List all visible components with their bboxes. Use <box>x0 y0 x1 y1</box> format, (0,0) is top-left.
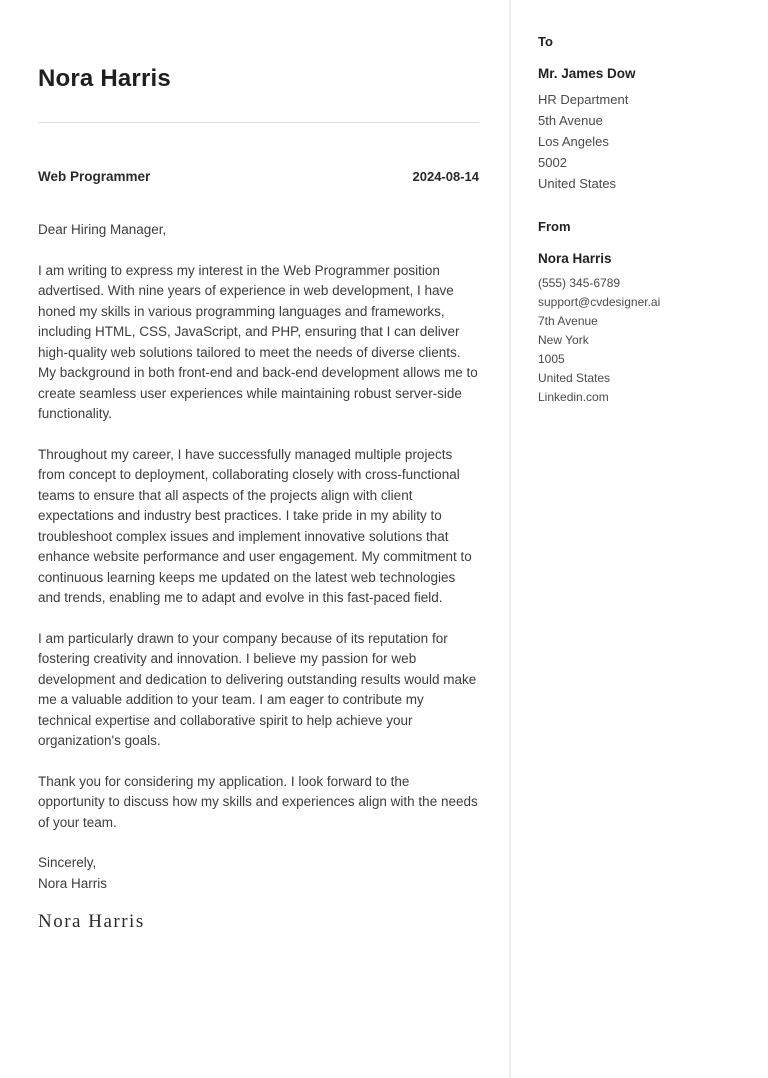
recipient-heading: To <box>538 34 553 49</box>
recipient-name: Mr. James Dow <box>538 66 636 81</box>
recipient-postal-code: 5002 <box>538 155 567 170</box>
closing-name: Nora Harris <box>38 875 108 891</box>
page-title: Nora Harris <box>38 65 171 92</box>
closing-block <box>38 853 479 894</box>
sender-heading: From <box>538 219 571 234</box>
sender-section <box>538 219 748 407</box>
recipient-country: United States <box>538 176 617 191</box>
job-title: Web Programmer <box>38 169 151 184</box>
recipient-street: 5th Avenue <box>538 113 603 128</box>
letter-paragraph: I am particularly drawn to your company because of its reputation for fostering creativity and innovation. I believe my passion for web development and dedication to delivering outstanding results would make me a valuable addition to your team. I am eager to contribute my technical expertise and collaborative spirit to help achieve your organization's goals. <box>38 630 477 748</box>
sender-country: United States <box>538 371 611 385</box>
header-divider <box>38 122 479 123</box>
contact-sidebar <box>511 0 768 1078</box>
sender-postal-code: 1005 <box>538 352 565 366</box>
salutation: Dear Hiring Manager, <box>38 222 167 237</box>
letter-paragraph: I am writing to express my interest in the Web Programmer position advertised. With nine years of experience in web development, I have honed my skills in various programming languages and frameworks, including HTML, CSS, JavaScript, and PHP, ensuring that I can deliver high-quality web solutions tailored to meet the needs of diverse clients. My background in both front-end and back-end development allows me to create seamless user experiences while maintaining robust server-side functionality. <box>38 262 478 421</box>
sender-email: support@cvdesigner.ai <box>538 295 661 309</box>
sender-street: 7th Avenue <box>538 314 598 328</box>
signature: Nora Harris <box>38 911 145 932</box>
sender-linkedin: Linkedin.com <box>538 390 609 404</box>
recipient-section <box>538 34 748 194</box>
recipient-city: Los Angeles <box>538 134 609 149</box>
meta-row <box>38 169 479 184</box>
letter-paragraph: Thank you for considering my application. I look forward to the opportunity to discuss how my skills and experiences align with the needs of your team. <box>38 773 478 830</box>
sender-phone: (555) 345-6789 <box>538 276 621 290</box>
sender-city: New York <box>538 333 589 347</box>
letter-paragraph: Throughout my career, I have successfully managed multiple projects from concept to deployment, collaborating closely with cross-functional teams to ensure that all aspects of the projects align with client expectations and industry best practices. I take pride in my ability to troubleshoot complex issues and implement innovative solutions that enhance website performance and user engagement. My commitment to continuous learning keeps me updated on the latest web technologies and trends, enabling me to adapt and evolve in this fast-paced field. <box>38 446 472 605</box>
closing-word: Sincerely, <box>38 855 97 870</box>
recipient-department: HR Department <box>538 92 629 107</box>
sender-name: Nora Harris <box>538 251 612 266</box>
letter-date: 2024-08-14 <box>412 169 479 184</box>
